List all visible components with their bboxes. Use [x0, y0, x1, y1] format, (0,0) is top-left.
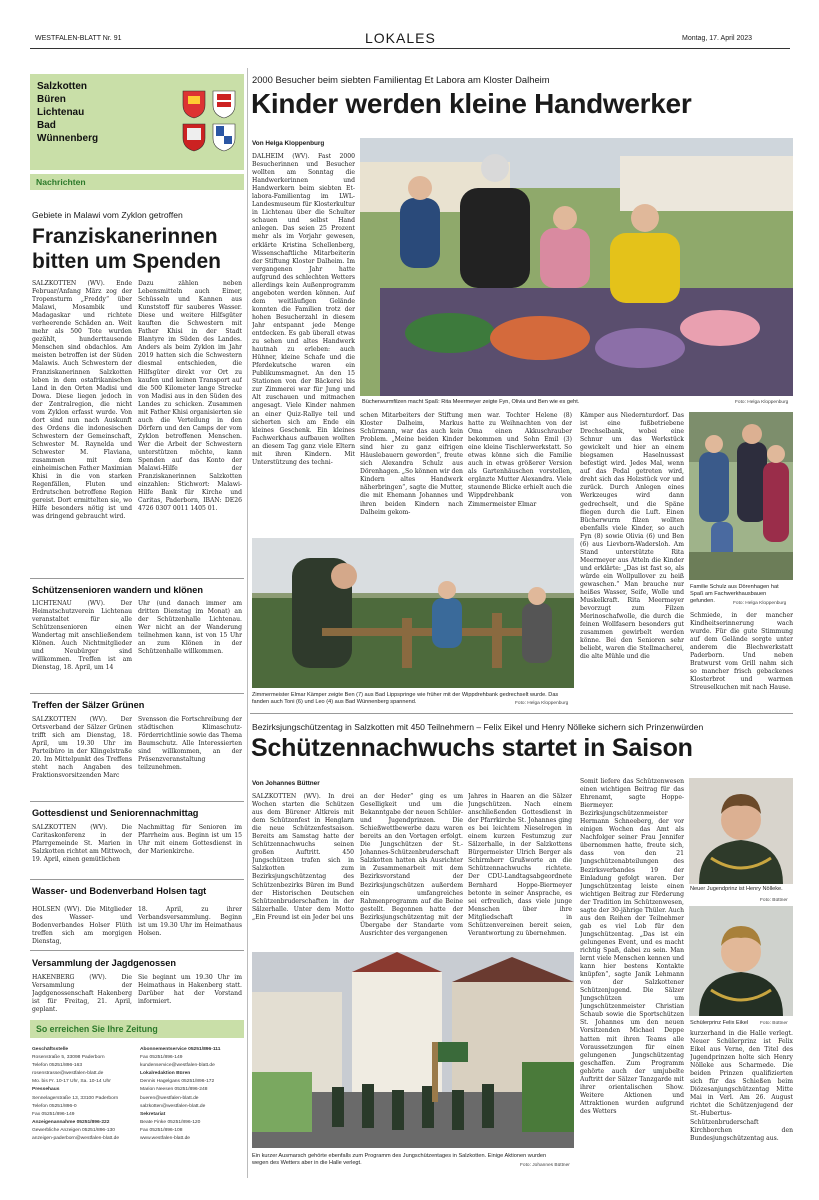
- brief-title-jagd: Versammlung der Jagdgenossen: [32, 958, 176, 968]
- dalheim-photo3-credit: Foto: Helga Kloppenburg: [515, 701, 569, 706]
- malawi-headline: Franziskanerinnen bitten um Spenden: [32, 225, 221, 273]
- brief-title-gruene: Treffen der Sälzer Grünen: [32, 700, 145, 710]
- dalheim-text-col4: Kämper aus Niedernturdorf. Das ist eine fußbetriebene Drechselbank, wobei eine Schnur um das Werkstück gewickelt und hier an einem biegsamen Haselnussast befestigt wird. Jedes Mal, wenn auf das Pedal getreten wird, dreht sich das Holzstück vor und zurück. Durch Anlegen eines Werkzeuges wird dann gedrechselt, und die Späne fliegen durch die Luft. Einen Bücherwurm filzen wollten ebenfalls viele Kinder, so auch Fyn (8) sowie Olivia (6) und Ben (6) aus Lievborn-Wadersloh. Am Stand unterstützte Rita Meermeyer aus Atteln die Kinder und erklärte: „Das ist fast so, als würde ein Wollpullover zu heiß gewaschen.“ Man brauche nur heißes Wasser, Seife, Wolle und Muskelkraft. Rita Meermeyer bevorzugt zum Filzen Merinoschafwolle, die durch die feinen Wollfasern besonders gut zusammen gewirbelt werden könne. Bei den Senioren sehr beliebt, waren die Stellmacherei, die alte Mühle und die: [580, 412, 684, 661]
- brief-text: SALZKOTTEN (WV). Der Ortsverband der Sälzer Grünen trifft sich am Dienstag, 18. April, um 19.30 Uhr im Parteibüro in der Klingelstraße 20. Im Mittelpunkt des Treffens steht nach Angaben des Fraktionsvorsitzenden Marc: [32, 716, 132, 780]
- dalheim-photo1-credit: Foto: Helga Kloppenburg: [735, 400, 789, 405]
- issue-date: Montag, 17. April 2023: [682, 35, 753, 42]
- brief-rule: [30, 879, 244, 880]
- schuelerprinz-credit: Foto: Büttner: [760, 1021, 788, 1026]
- brief-text: Svensson die Fortschreibung der städtischen Klimaschutz-Förderrichtlinie sowie das Thema Baumschutz. Alle Interessierten sind willkommen, an der Präsenzveranstaltung teilzunehmen.: [138, 716, 242, 772]
- news-section-label: Nachrichten: [30, 174, 244, 190]
- paper-name: WESTFALEN-BLATT Nr. 91: [35, 35, 122, 42]
- dalheim-text-col3: men war. Tochter Helene (8) hatte zu Weihnachten von der Oma einen Akkuschrauber bekommen und Sohn Emil (3) eine kleine Tischlerwerkstatt. So etwas könne sich die Familie auch in etwas größerer Version als Gartenhäuschen vorstellen, ergänzte Mutter Alexandra. Viele staunende Blicke erhielt auch die Wippdrehbank von Zimmermeister Elmar: [468, 412, 572, 508]
- jugendprinz-credit: Foto: Büttner: [760, 898, 788, 903]
- brief-text: Nachmittag für Senioren im Pfarrheim aus. Beginn ist um 15 Uhr mit einem Gottesdienst in der Marienkirche.: [138, 824, 242, 856]
- parade-credit: Foto: Johannes Büttner: [520, 1163, 570, 1168]
- dalheim-byline: Von Helga Kloppenburg: [252, 140, 325, 147]
- dalheim-photo3-caption: Zimmermeister Elmar Kämper zeigte Ben (7) aus Bad Lippspringe wie früher mit der Wippdrehbank gedrechselt wurde. Das fanden auch Toni (6) und Leo (4) aus Bad Wünnenberg spannend.: [252, 692, 559, 705]
- photo-lathe: [252, 538, 574, 688]
- photo-parade: [252, 952, 574, 1148]
- schuetzen-byline: Von Johannes Büttner: [252, 780, 320, 787]
- schuelerprinz-caption: Schülerprinz Felix Eikel: [690, 1020, 749, 1026]
- schuetzen-headline: Schützennachwuchs startet in Saison: [251, 734, 693, 762]
- section-title: LOKALES: [365, 30, 436, 46]
- schuetzen-kicker: Bezirksjungschützentag in Salzkotten mit 450 Teilnehmern – Felix Eikel und Henry Nölleke sichern sich Prinzenwürden: [252, 722, 704, 732]
- jugendprinz-caption: Neuer Jugendprinz ist Henry Nölleke.: [690, 886, 783, 892]
- malawi-text-col2: Dazu zählen neben Lebensmitteln auch Eimer, Schüsseln und Kannen aus Kunststoff für sauberes Wasser. Diese und weitere Hilfsgüter kauften die Schwestern mit Father Khisi in der Stadt Blantyre im Süden des Landes. Anders als beim Zyklon im Jahr 2019 hatten sich die Schwestern diesmal entschieden, die Hilfsgüter direkt vor Ort zu kaufen und keinen Transport auf die 500 Kilometer lange Strecke von Madisi aus in den Süden des Landes zu schicken. Zusammen mit Father Khisi organisierten sie auch die Verteilung in den Dörfern und den Camps der vom Zyklon betroffenen Menschen. Wer die Arbeit der Schwestern unterstützen möchte, kann Spenden auf das Konto der Malawi-Hilfe der Franziskanerinnen Salzkotten einzahlen: Stichwort: Malawi-Hilfe Bank für Kirche und Caritas, Paderborn, IBAN: DE26 4726 0307 0011 1405 01.: [138, 280, 242, 513]
- brief-text: HAKENBERG (WV). Die Versammlung der Jagdgenossenschaft Hakenberg ist für Freitag, 21. April, geplant.: [32, 974, 132, 1014]
- crest-salzkotten-icon: [183, 91, 205, 118]
- dalheim-kicker: 2000 Besucher beim siebten Familientag Et Labora am Kloster Dalheim: [252, 74, 550, 85]
- schuetzen-text-col2: an der Heder“ ging es um Geselligkeit und um die Bekanntgabe der neuen Schüler- und Jugendprinzen. Die Schießwettbewerbe dazu waren bereits an den Vortagen erfolgt. Die Jungschützen der St.-Johannes-Schützenbruderschaft Salzkotten hatten als Ausrichter in Zusammenarbeit mit dem Bezirksvorstand der Bezirksjungschützen außerdem ein umfangreiches Rahmenprogramm auf die Beine gestellt. Begonnen hatte der Bezirksjungschützentag mit der Übergabe der Standarte vom Ausrichter des vergangenen: [360, 793, 463, 937]
- brief-rule: [30, 801, 244, 802]
- column-divider: [247, 68, 248, 1178]
- brief-rule: [30, 693, 244, 694]
- brief-text: LICHTENAU (WV). Der Heimatschutzverein Lichtenau veranstaltet für alle Schützensenioren einen Wandertag mit anschließendem Klönen. Auch Nichtmitglieder und Neubürger sind willkommen. Treffen ist am Dienstag, 18. April, um 14: [32, 600, 132, 672]
- dalheim-text-col2: schen Mitarbeiters der Stiftung Kloster Dalheim, Markus Schürmann, war das auch kein Problem. „Meine beiden Kinder sind hier zu ganz eifrigen Häuslebauern geworden“, freute sich Alexandra Schulz aus Dörenhagen. „So können wir den Kindern altes Handwerk näherbringen“, sagte die Mutter, die mit Ehemann Johannes und ihren beiden Kindern nach Dalheim gekom-: [360, 412, 463, 516]
- schuetzen-text-col3: Jahres in Haaren an die Sälzer Jungschützen. Nach einem anschließenden Gottesdienst in der Pfarrkirche St. Johannes ging es bei leichtem Nieselregen in einem kurzen Festumzug zur Sälzerhalle, in der Salzkottens Bürgermeister Ulrich Berger als Schirmherr Grußworte an die Schützennachwuchs richtete. Der CDU-Landtagsabgeordnete Bernhard Hoppe-Biermeyer betonte in seiner Ansprache, es sei erfreulich, dass viele junge Menschen über ihre Mitgliedschaft in Schützenvereinen bereit seien, Verantwortung zu übernehmen.: [468, 793, 572, 937]
- schuetzen-text-col4: Somit liefere das Schützenwesen einen wichtigen Beitrag für das Ehrenamt, sagte Hoppe-Biermeyer. Bezirksjungschützenmeister Hermann Schneeberg, der vor einigen Wochen das Amt als Nachfolger seiner Frau Jennifer übernommen hatte, freute sich, dass von den 21 Jungschützenabteilungen des Bezirksverbandes 19 der Einladung gefolgt waren. Der Jungschützentag leiste einen wichtigen Beitrag zur Förderung der Tradition im Schützenwesen, sagte der 30-jährige Thüler. Auch aus den Reihen der Teilnehmer gab es viel Lob für den Jungschützentag. „Das ist ein gelungenes Event, und es macht richtig Spaß, dabei zu sein. Man lernt viele Menschen kennen und kann hier bestens Kontakte knüpfen“, sagte Janik Lehmann von der Salzkottener Schützenjugend. Die Sälzer Jungschützen um Jungschützenmeister Christian Schaub sowie die Sportschützen St. Johannes um den neuen Vorsitzenden Michael Deppe hatten mit ihren Teams alle Voraussetzungen für einen gelungenen Jungschützentag geschaffen. Zum Programm gehörte auch der umjubelte Auftritt der Sälzer Tanzgarde mit ihrer orientalischen Show. Weitere Aktionen und Attraktionen wurden aufgrund des Wetters: [580, 778, 684, 1115]
- brief-title-holsen: Wasser- und Bodenverband Holsen tagt: [32, 886, 207, 896]
- brief-rule: [30, 578, 244, 579]
- region-towns: Salzkotten Büren Lichtenau Bad Wünnenberg: [37, 81, 99, 144]
- brief-title-gottesdienst: Gottesdienst und Seniorennachmittag: [32, 808, 199, 818]
- header-rule: [30, 48, 790, 49]
- malawi-text-col1: SALZKOTTEN (WV). Ende Februar/Anfang März zog der Tropensturm „Freddy“ über Malawi, Mosambik und Madagaskar und richtete verheerende Schäden an. Weit mehr als 500 Tote wurden gezählt, hunderttausende Menschen sind obdachlos. Am meisten betroffen ist der Süden Malawis. Auch Schwestern der Franziskanerinnen Salzkotten leben in dem ostafrikanischen Land in den Orten Madisi und Dowa. Diese liegen jedoch in der Zentralregion, die nicht vom Zyklon erfasst wurde. Von dort sind nun nach Auskunft des Ordens die indonesischen Schwestern der Gemeinschaft, Schwester M. Raynelda und Schwester M. Flaviana, zusammen mit dem einheimischen Father Maximian Khisi in die von starken Regenfällen, Fluten und Erdrutschen betroffene Region gereist. Dort ermittelten sie, wo Hilfe besonders nötig ist und was dringend gebraucht wird.: [32, 280, 132, 521]
- malawi-kicker: Gebiete in Malawi vom Zyklon getroffen: [32, 210, 183, 220]
- brief-text: Uhr (und danach immer am dritten Dienstag im Monat) an der Schützenhalle Lichtenau. Wer nicht an der Wanderung teilnehmen kann, ist von 15 Uhr an zum Klönen in der Schützenhalle willkommen.: [138, 600, 242, 656]
- schuetzen-text-col1: SALZKOTTEN (WV). In drei Wochen starten die Schützen aus dem Bürener Altkreis mit dem Schützenfest in Henglarn die neue Schützenfestsaison. Bereits am Samstag hatte der Schützennachwuchs seinen großen Auftritt. 450 Jungschützen trafen sich in Salzkotten zum Bezirksjungschützentag des Schützenbezirks Büren im Bund der Historischen Deutschen Schützenbruderschaften in der Sälzerhalle. Unter dem Motto „Ein Freund ist ein Jeder bei uns: [252, 793, 354, 921]
- dalheim-photo2-credit: Foto: Helga Kloppenburg: [733, 601, 787, 606]
- dalheim-text-col1: DALHEIM (WV). Fast 2000 Besucherinnen und Besucher wollten am Sonntag die Handwerkerinnen und Handwerkern beim siebten Et-labora-Familientag im LWL-Landesmuseum für Klosterkultur in Lichtenau über die Schulter schauen und selbst Hand anlegen. Das seien 25 Prozent mehr als im Vorjahr gewesen, erklärte Kristina Schellenberg, Wissenschaftliche Mitarbeiterin der Stiftung Kloster Dalheim. Im vergangenen Jahr hatte aufgrund des schlechten Wetters allerdings kein Außenprogramm angeboten werden können. Auf dem weitläufigen Gelände konnten die Familien trotz der hohen Besucherzahl in diesem Jahr entspannt jede Menge entdecken. Es gab überall etwas zu sehen und altes Handwerk hautnah zu erleben: auch Hühner, kleine Schafe und die Pferdekutsche waren ein Publikumsmagnet. An den 15 Stationen von der Bäckerei bis zur Zimmerei war für Jung und Alt zuschauen und mitmachen angesagt. Viele Kinder nahmen an einer Quiz-Rallye teil und sicherten sich am Ende ein kleines Geschenk. Ein kleines Fachwerkhaus aufbauen wollten an diesem Tag ganz viele Eltern mit ihren Kindern. Mit Unterstützung des techni-: [252, 153, 355, 466]
- town-crests: [180, 88, 260, 168]
- brief-text: 18. April, zu ihrer Verbandsversammlung. Beginn ist um 19.30 Uhr im Heimathaus Holsen.: [138, 906, 242, 938]
- dalheim-photo1-caption: Bücherwurmfilzen macht Spaß: Rita Meermeyer zeigte Fyn, Olivia und Ben wie es geht.: [362, 399, 580, 405]
- brief-text: SALZKOTTEN (WV). Die Caritaskonferenz in der Pfarrgemeinde St. Marien in Salzkotten richtet am Mittwoch, 19. April, einen gemütlichen: [32, 824, 132, 864]
- brief-text: Sie beginnt um 19.30 Uhr im Heimathaus in Hakenberg statt. Darüber hat der Vorstand informiert.: [138, 974, 242, 1006]
- article-divider: [250, 713, 793, 714]
- photo-family: [689, 412, 793, 580]
- contact-left: Geschäftsstelle Rosenstraße 5, 33098 Paderborn Telefon 05251/896-163 rosenstrasse@westfalen-blatt.de Mo. bis Fr. 10-17 Uhr, Sa. 10-14 Uhr Pressehaus Sennelagerstraße 13, 33100 Paderborn Telefon 05251/896-0 Fax 05251/896-149 Anzeigenannahme 05251/896-222 Gewerbliche Anzeigen 05251/896-130 anzeigen-paderborn@westfalen-blatt.de: [32, 1047, 120, 1142]
- photo-schuelerprinz: [689, 906, 793, 1016]
- photo-felting: [360, 138, 793, 396]
- contact-right: Abonnementservice 05251/896-111 Fax 05251/896-149 kundenservice@westfalen-blatt.de Lokalredaktion Büren Dennis Hagelgans 05251/896-172 Marion Neesen 05251/896-248 bueren@westfalen-blatt.de salzkotten@westfalen-blatt.de Sekretariat Beate Finke 05251/896-120 Fax 05251/896-108 www.westfalen-blatt.de: [140, 1047, 221, 1142]
- region-box: [30, 74, 244, 170]
- schuetzen-text-col5: kurzerhand in die Halle verlegt. Neuer Schülerprinz ist Felix Eikel aus Verne, den Titel des Jugendprinzen holte sich Henry Nölleke aus Scharmede. Die beiden Prinzen qualifizierten sich für das Schießen beim Diözesanjungschützentag Mitte Mai in Verl. Am 26. August richtet die Schützenjugend der St.-Hubertus-Schützenbruderschaft Kirchborchen den Bundesjungschützentag aus.: [690, 1030, 793, 1142]
- dalheim-text-col5: Schmiede, in der mancher Kindheitserinnerung wach wurde. Für die gute Stimmung auf dem Gelände sorgte unter anderem die Blechwerkstatt Paderborn. Und neben Bratwurst vom Grill nahm sich so mancher frisch gebackenes Klosterbrot und warmen Streuselkuchen mit nach Hause.: [690, 612, 793, 692]
- contact-header: So erreichen Sie Ihre Zeitung: [30, 1020, 244, 1038]
- dalheim-headline: Kinder werden kleine Handwerker: [251, 88, 692, 119]
- parade-caption: Ein kurzer Ausmarsch gehörte ebenfalls zum Programm des Jungschützentages in Salzkotten. Einige Aktionen wurden wegen des Wetters aber in die Halle verlegt.: [252, 1153, 547, 1166]
- brief-rule: [30, 950, 244, 951]
- brief-text: HOLSEN (WV). Die Mitglieder des Wasser- und Bodenverbandes Holser Flüth treffen sich am morgigen Dienstag,: [32, 906, 132, 946]
- brief-title-wandern: Schützensenioren wandern und klönen: [32, 585, 204, 595]
- dalheim-photo2-caption: Familie Schulz aus Dörenhagen hat Spaß am Fachwerkhausbauen gefunden.: [690, 584, 779, 604]
- photo-jugendprinz: [689, 778, 793, 884]
